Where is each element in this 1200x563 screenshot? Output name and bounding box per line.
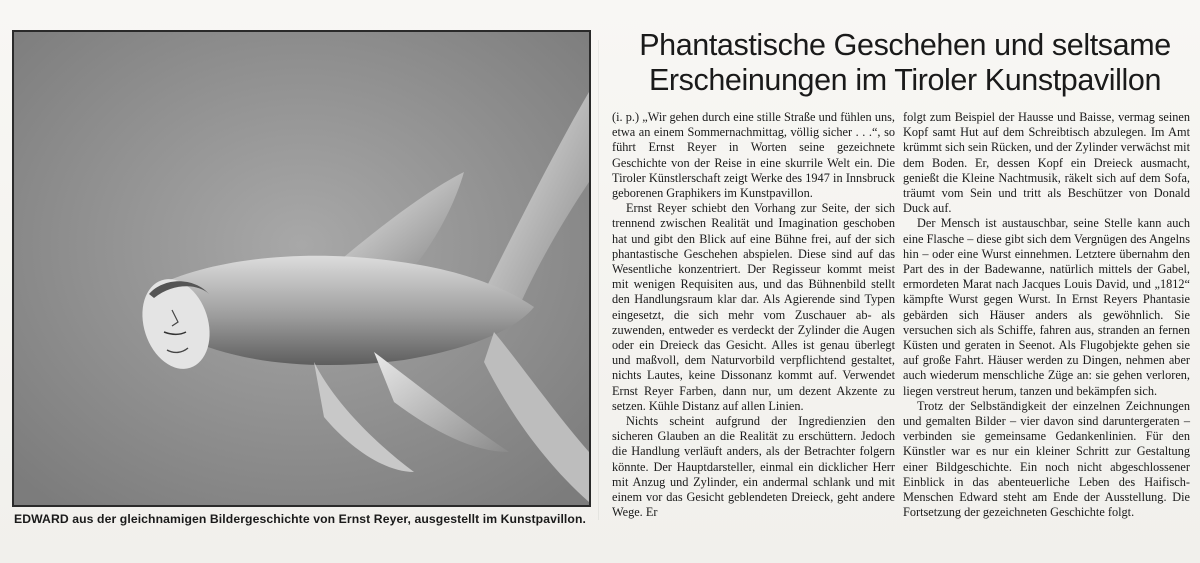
image-caption: EDWARD aus der gleichnamigen Bildergeschichte von Ernst Reyer, ausgestellt im Kunstpavillon.: [14, 512, 586, 526]
paragraph: Nichts scheint aufgrund der Ingredienzien den sicheren Glauben an die Realität zu erschüttern. Jedoch die Handlung verläuft anders, als der Betrachter folgern könnte. Der Hauptdarsteller, einmal ein dicklicher Herr mit Anzug und Zylinder, ein andermal schlank und mit einem vor das Gesicht geblendeten Dreieck, geht andere Wege. Er: [612, 414, 895, 520]
fold-line: [598, 40, 599, 520]
paragraph: Trotz der Selbständigkeit der einzelnen Zeichnungen und gemalten Bilder – vier davon sind daruntergeraten – verbinden sie gemeinsame Gedankenlinien. Für den Künstler war es nur ein kleiner Schritt zur Gestaltung einer Bildgeschichte. Ein noch nicht abgeschlossener Einblick in das abenteuerliche Leben des Haifisch-Menschen Edward steht am Ende der Ausstellung. Die Fortsetzung der gezeichneten Geschichte folgt.: [903, 398, 1190, 520]
article-column-2: [903, 110, 1190, 520]
headline-line-1: Phantastische Geschehen und seltsame: [639, 28, 1171, 62]
headline-line-2: Erscheinungen im Tiroler Kunstpavillon: [648, 63, 1162, 97]
article-column-1: [612, 110, 895, 520]
artwork-illustration: [12, 30, 591, 507]
shark-man-drawing: [14, 32, 589, 505]
paragraph: Ernst Reyer schiebt den Vorhang zur Seite, der sich trennend zwischen Realität und Imagination geschoben hat und gibt den Blick auf eine Bühne frei, auf der sich phantastische Geschehen abspielen. Diese sind auf das Wesentliche konzentriert. Der Regisseur kommt meist mit wenigen Requisiten aus, und das Bühnenbild stellt den Handlungsraum klar dar. Als Agierende sind Typen eingesetzt, die sich mehr vom Zuschauer ab- als zuwenden, entweder es verdeckt der Zylinder die Augen oder ein Dreieck das Gesicht. Alles ist genau überlegt und maßvoll, dem Naturvorbild verpflichtend gestaltet, nichts Lautes, keine Dissonanz kommt auf. Verwendet Ernst Reyer Farben, dann nur, um dezent Akzente zu setzen. Kühle Distanz auf allen Linien.: [612, 201, 895, 413]
paragraph: Der Mensch ist austauschbar, seine Stelle kann auch eine Flasche – diese gibt sich dem Vergnügen des Angelns hin – oder eine Wurst einnehmen. Letztere übernahm den Part des in der Badewanne, natürlich mittels der Gabel, ermordeten Marat nach Jacques Louis David, und „1812“ kämpfte Wurst gegen Wurst. In Ernst Reyers Phantasie gebärden sich Häuser anders als gewöhnlich. Sie versuchen sich als Schiffe, fahren aus, stranden an fernen Küsten und geraten in Seenot. Als Flugobjekte gehen sie auf große Fahrt. Häuser werden zu Dingen, nehmen aber auch wiederum menschliche Züge an: sie gehen verloren, liegen verstreut herum, tanzen und bekämpfen sich.: [903, 216, 1190, 398]
article-headline: [615, 28, 1195, 98]
paragraph: folgt zum Beispiel der Hausse und Baisse, vermag seinen Kopf samt Hut auf dem Schreibtisch abzulegen. Im Amt krümmt sich sein Rücken, und der Zylinder verwächst mit dem Boden. Er, dessen Kopf ein Dreieck ausmacht, genießt die Kleine Nachtmusik, räkelt sich auf dem Sofa, träumt vom Sein und tritt als Beschützer von Donald Duck auf.: [903, 110, 1190, 216]
paragraph: (i. p.) „Wir gehen durch eine stille Straße und fühlen uns, etwa an einem Sommernachmittag, völlig sicher . . .“, so führt Ernst Reyer in Worten seine gezeichnete Geschichte von der Reise in eine skurrile Welt ein. Die Tiroler Künstlerschaft zeigt Werke des 1947 in Innsbruck geborenen Graphikers im Kunstpavillon.: [612, 110, 895, 201]
